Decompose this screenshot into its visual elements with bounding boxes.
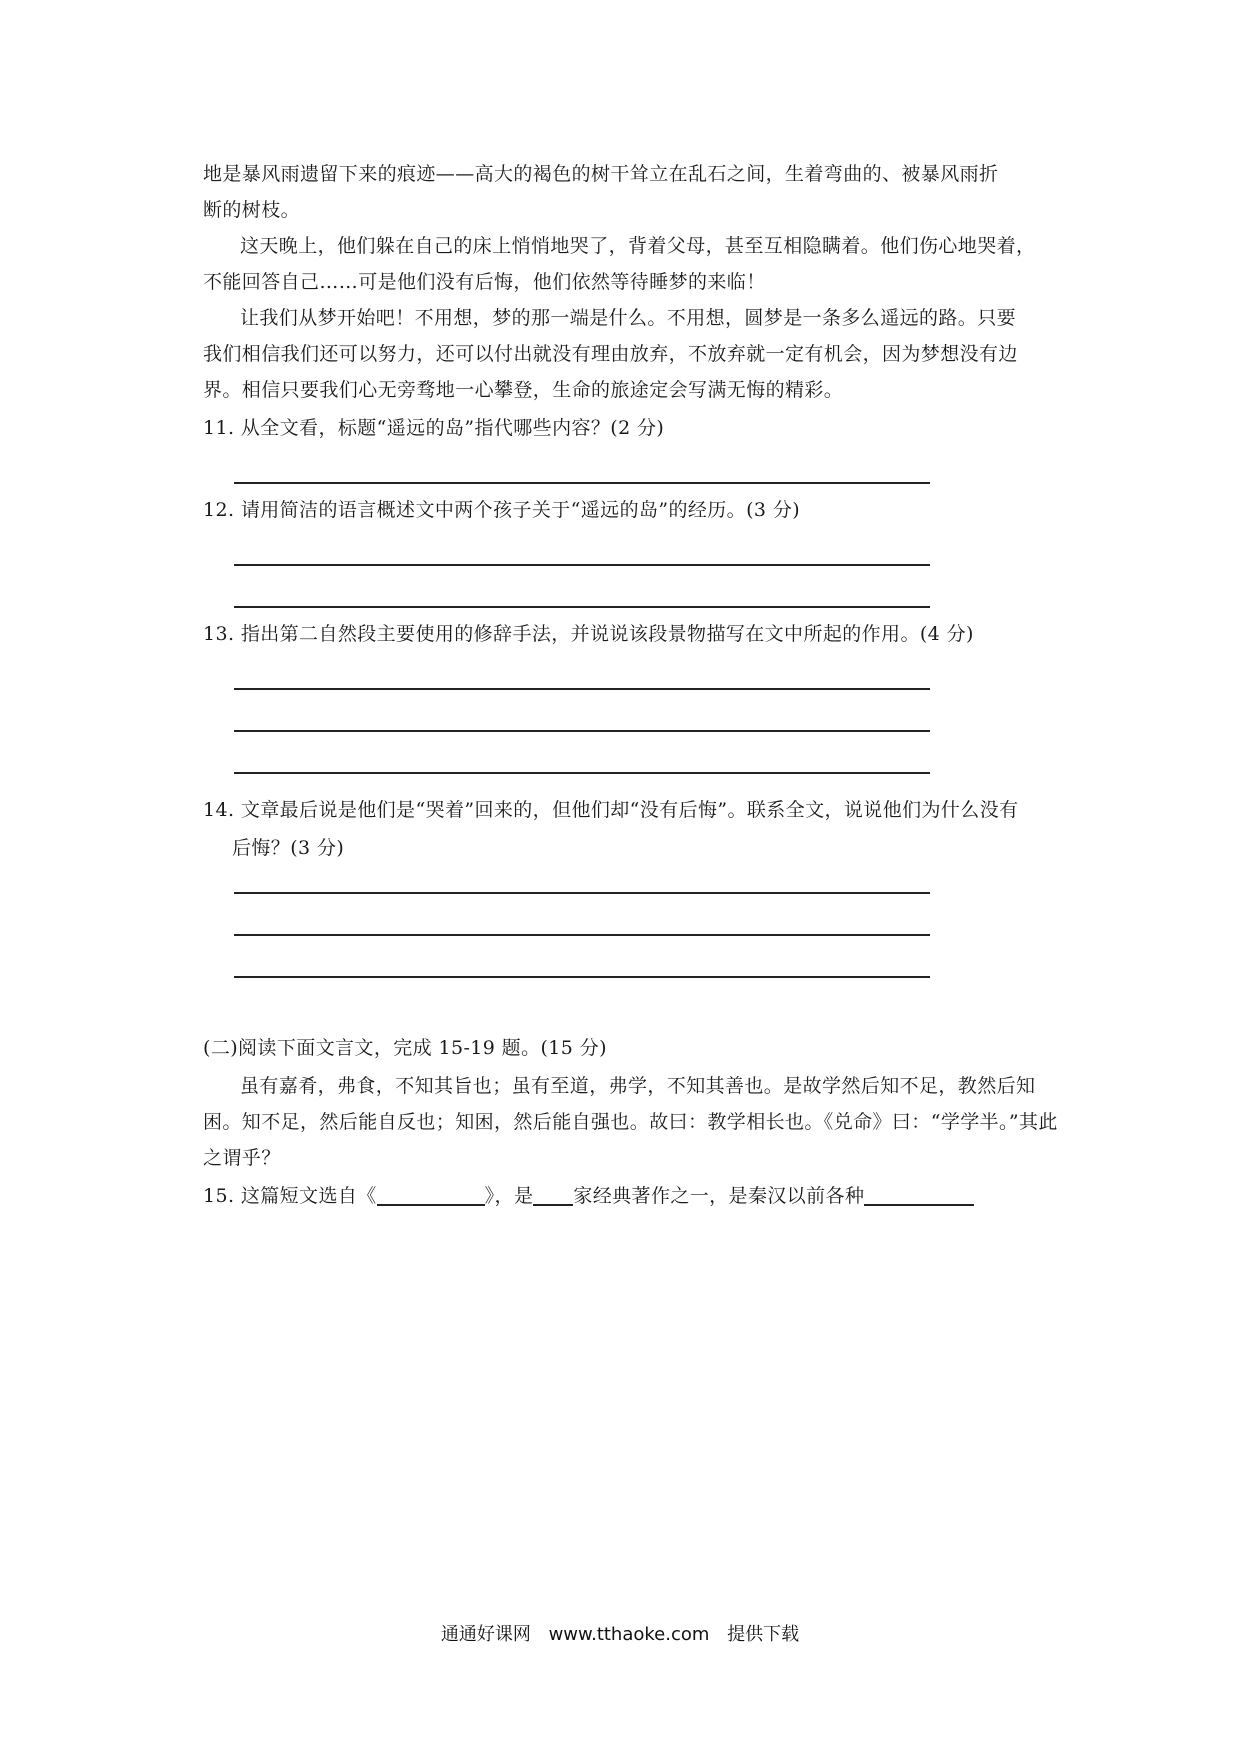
answer-line-13-3[interactable] (234, 772, 930, 774)
passage-line-7: 界。相信只要我们心无旁骛地一心攀登，生命的旅途定会写满无悔的精彩。 (203, 379, 844, 401)
question-15-part2: 》，是 (484, 1185, 534, 1207)
passage-line-6: 我们相信我们还可以努力，还可以付出就没有理由放弃，不放弃就一定有机会，因为梦想没有边 (203, 343, 1018, 365)
answer-line-13-1[interactable] (234, 688, 930, 690)
question-14: 14. 文章最后说是他们是“哭着”回来的，但他们却“没有后悔”。联系全文，说说他们为什么没有 (203, 799, 1019, 821)
footer-suffix: 提供下载 (727, 1624, 800, 1645)
question-12: 12. 请用简洁的语言概述文中两个孩子关于“遥远的岛”的经历。(3 分) (203, 499, 801, 521)
answer-line-13-2[interactable] (234, 730, 930, 732)
section-2-heading: (二)阅读下面文言文，完成 15-19 题。(15 分) (203, 1037, 607, 1059)
question-14-continued: 后悔？(3 分) (232, 837, 345, 859)
answer-line-12-1[interactable] (234, 564, 930, 566)
question-15-prefix: 15. 这篇短文选自《 (203, 1185, 377, 1207)
answer-blank-15-type[interactable] (864, 1184, 974, 1206)
answer-line-11-1[interactable] (234, 482, 930, 484)
classical-text-line-2: 困。知不足，然后能自反也；知困，然后能自强也。故曰：教学相长也。《兑命》曰：“学学半。”其此 (203, 1111, 1058, 1133)
answer-line-12-2[interactable] (234, 606, 930, 608)
question-15-part3: 家经典著作之一，是秦汉以前各种 (573, 1185, 865, 1207)
classical-text-line-1: 虽有嘉肴，弗食，不知其旨也；虽有至道，弗学，不知其善也。是故学然后知不足，教然后知 (240, 1075, 1036, 1097)
passage-line-5: 让我们从梦开始吧！不用想，梦的那一端是什么。不用想，圆梦是一条多么遥远的路。只要 (240, 307, 1017, 329)
question-11: 11. 从全文看，标题“遥远的岛”指代哪些内容？(2 分) (203, 417, 665, 439)
question-15 (203, 1182, 983, 1210)
question-13: 13. 指出第二自然段主要使用的修辞手法，并说说该段景物描写在文中所起的作用。(4 分) (203, 623, 974, 645)
passage-line-1: 地是暴风雨遗留下来的痕迹——高大的褐色的树干耸立在乱石之间，生着弯曲的、被暴风雨折 (203, 163, 999, 185)
answer-line-14-1[interactable] (234, 892, 930, 894)
footer-url[interactable]: www.tthaoke.com (548, 1624, 710, 1645)
passage-line-2: 断的树枝。 (203, 199, 301, 221)
answer-blank-15-book[interactable] (377, 1184, 485, 1206)
passage-line-4: 不能回答自己……可是他们没有后悔，他们依然等待睡梦的来临！ (203, 271, 766, 293)
passage-line-3: 这天晚上，他们躲在自己的床上悄悄地哭了，背着父母，甚至互相隐瞒着。他们伤心地哭着， (240, 235, 1036, 257)
answer-blank-15-school[interactable] (533, 1184, 573, 1206)
answer-line-14-2[interactable] (234, 934, 930, 936)
footer-site-name: 通通好课网 (440, 1624, 531, 1645)
classical-text-line-3: 之谓乎？ (203, 1147, 281, 1169)
answer-line-14-3[interactable] (234, 976, 930, 978)
footer (0, 1620, 1240, 1646)
